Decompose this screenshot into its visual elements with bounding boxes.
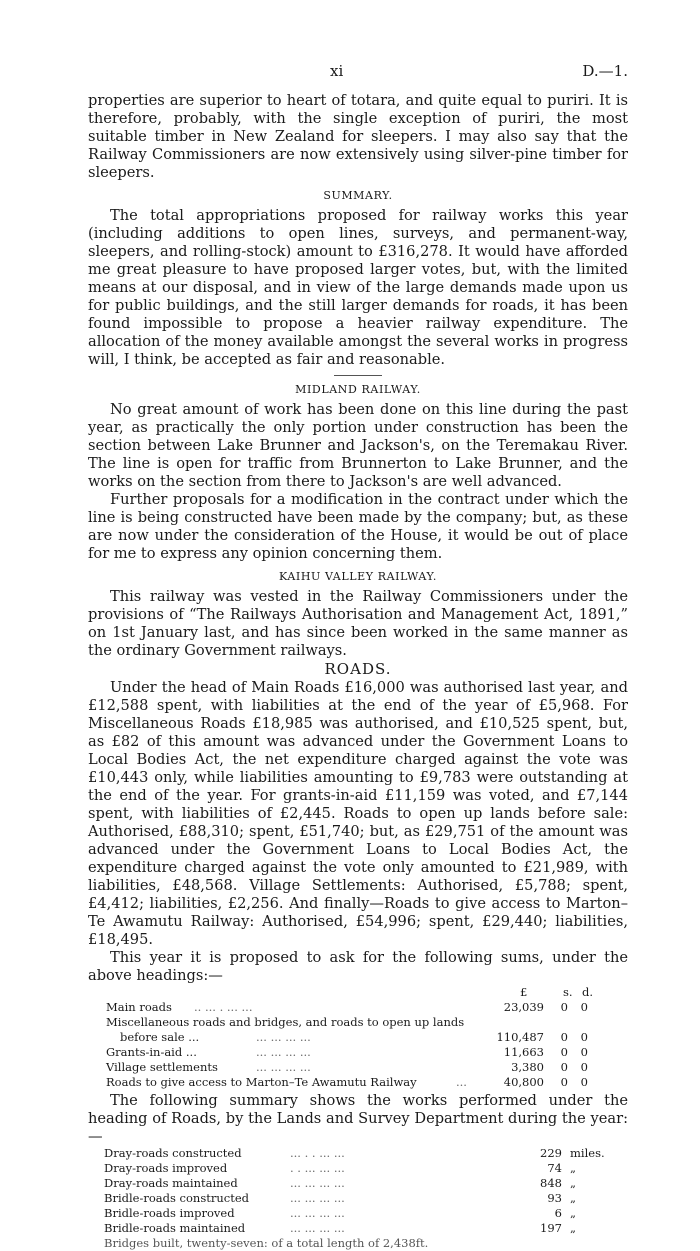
shillings-value: 0 — [560, 1075, 568, 1089]
row-unit: „ — [570, 1206, 576, 1220]
row-unit: „ — [570, 1221, 576, 1235]
leader-dots: ... . . ... ... — [290, 1146, 345, 1160]
section-divider — [334, 375, 382, 376]
row-unit: „ — [570, 1176, 576, 1190]
row-label: Grants-in-aid ... — [106, 1045, 197, 1059]
row-value: 93 — [547, 1191, 562, 1205]
row-label: Bridle-roads improved — [104, 1206, 235, 1220]
paragraph-roads: Under the head of Main Roads £16,000 was authorised last year, and £12,588 spent, with liabilities at the end of the year of £5,968. For Miscellaneous Roads £18,985 was authorised, and £10,525 spent, but, as £82 of this amount was advanced under the Government Loans to Local Bodies Act, the net expenditure charged against the vote was £10,443 only, while liabilities amounting to £9,783 were outstanding at the end of the year. For grants-in-aid £11,159 was voted, and £7,144 spent, with liabilities of £2,445. Roads to open up lands before sale: Authorised, £88,310; spent, £51,740; but, as £29,751 of the amount was advanced under the Government Loans to Local Bodies Act, the expenditure charged against the vote only amounted to £21,989, with liabilities, £48,568. Village Settlements: Authorised, £5,788; spent, £4,412; liabilities, £2,256. And finally—Roads to give access to Marton–Te Awamutu Railway: Authorised, £54,996; spent, £29,440; liabilities, £18,495. — [88, 679, 628, 948]
leader-dots: .. ... . ... ... — [194, 1000, 253, 1014]
pounds-value: 40,800 — [503, 1075, 544, 1089]
kaihu-valley-heading: KAIHU VALLEY RAILWAY. — [278, 570, 438, 583]
pence-value: 0 — [580, 1045, 588, 1059]
row-label: Main roads — [106, 1000, 172, 1014]
leader-dots: ... — [456, 1075, 467, 1089]
leader-dots: ... ... ... ... — [256, 1060, 311, 1074]
pence-value: 0 — [580, 1030, 588, 1044]
shillings-value: 0 — [560, 1060, 568, 1074]
paragraph-proposed-sums: This year it is proposed to ask for the following sums, under the above headings:— — [88, 949, 628, 984]
row-label: Bridle-roads constructed — [104, 1191, 249, 1205]
paragraph-works-summary: The following summary shows the works performed under the heading of Roads, by the Lands and Survey Department during the year:— — [88, 1092, 628, 1145]
row-label: Dray-roads improved — [104, 1161, 228, 1175]
pounds-value: 23,039 — [503, 1000, 544, 1014]
pounds-value: 110,487 — [496, 1030, 544, 1044]
row-value: 848 — [540, 1176, 562, 1190]
table-row — [104, 1206, 614, 1221]
pence-value: 0 — [580, 1000, 588, 1014]
proposed-sums-table — [106, 985, 611, 1090]
pence-value: 0 — [580, 1060, 588, 1074]
currency-header-row — [106, 985, 611, 1000]
pence-column-header: d. — [582, 985, 594, 999]
row-value: 6 — [554, 1206, 562, 1220]
document-body — [88, 92, 628, 1251]
row-label: Dray-roads maintained — [104, 1176, 238, 1190]
row-label: Bridle-roads maintained — [104, 1221, 246, 1235]
page-number: xi — [330, 62, 344, 80]
table-row — [106, 1015, 611, 1030]
page-header — [0, 62, 700, 82]
table-row — [104, 1176, 614, 1191]
row-unit: miles. — [570, 1146, 605, 1160]
row-label: Roads to give access to Marton–Te Awamutu Railway — [106, 1075, 417, 1089]
row-value: 229 — [540, 1146, 562, 1160]
pounds-value: 11,663 — [503, 1045, 544, 1059]
table-row — [104, 1146, 614, 1161]
paragraph-summary: The total appropriations proposed for railway works this year (including additions to open lines, surveys, and permanent-way, sleepers, and rolling-stock) amount to £316,278. It would have afforded me great pleasure to have proposed larger votes, but, with the limited means at our disposal, and in view of the large demands made upon us for public buildings, and the still larger demands for roads, it has been found impossible to propose a heavier railway expenditure. The allocation of the money available amongst the several works in progress will, I think, be accepted as fair and reasonable. — [88, 207, 628, 368]
roads-heading: ROADS. — [324, 660, 392, 678]
row-unit: „ — [570, 1161, 576, 1175]
row-value: 74 — [547, 1161, 562, 1175]
paragraph-timber: properties are superior to heart of totara, and quite equal to puriri. It is therefore, probably, with the single exception of puriri, the most suitable timber in New Zealand for sleepers. I may also say that the Railway Commissioners are now extensively using silver-pine timber for sleepers. — [88, 92, 628, 181]
paragraph-kaihu: This railway was vested in the Railway Commissioners under the provisions of “The Railways Authorisation and Management Act, 1891,” on 1st January last, and has since been worked in the same manner as the ordinary Government railways. — [88, 588, 628, 659]
row-value: 197 — [540, 1221, 562, 1235]
leader-dots: ... ... ... ... — [290, 1206, 345, 1220]
shillings-value: 0 — [560, 1045, 568, 1059]
table-row — [106, 1060, 611, 1075]
table-row — [104, 1161, 614, 1176]
leader-dots: ... ... ... ... — [256, 1030, 311, 1044]
summary-heading: SUMMARY. — [323, 189, 393, 202]
pounds-column-header: £ — [520, 985, 528, 999]
paragraph-midland-2: Further proposals for a modification in the contract under which the line is being constructed have been made by the company; but, as these are now under the consideration of the House, it would be out of place for me to express any opinion concerning them. — [88, 491, 628, 562]
leader-dots: ... ... ... ... — [290, 1191, 345, 1205]
row-label: before sale ... — [120, 1030, 200, 1044]
shillings-value: 0 — [560, 1000, 568, 1014]
leader-dots: ... ... ... ... — [290, 1176, 345, 1190]
table-row — [104, 1221, 614, 1236]
works-summary-table — [104, 1146, 614, 1236]
document-reference: D.—1. — [582, 62, 628, 80]
leader-dots: . . ... ... ... — [290, 1161, 345, 1175]
pounds-value: 3,380 — [511, 1060, 544, 1074]
row-label: Dray-roads constructed — [104, 1146, 242, 1160]
midland-railway-heading: MIDLAND RAILWAY. — [295, 383, 421, 396]
shillings-value: 0 — [560, 1030, 568, 1044]
row-unit: „ — [570, 1191, 576, 1205]
row-label: Miscellaneous roads and bridges, and roads to open up lands — [106, 1015, 465, 1029]
table-row — [106, 1045, 611, 1060]
leader-dots: ... ... ... ... — [290, 1221, 345, 1235]
table-row — [106, 1030, 611, 1045]
table-row — [106, 1000, 611, 1015]
table-row — [106, 1075, 611, 1090]
shillings-column-header: s. — [563, 985, 573, 999]
leader-dots: ... ... ... ... — [256, 1045, 311, 1059]
bridges-built-line: Bridges built, twenty-seven: of a total length of 2,438ft. — [104, 1236, 429, 1250]
table-row — [104, 1191, 614, 1206]
paragraph-midland-1: No great amount of work has been done on this line during the past year, as practically the only portion under construction has been the section between Lake Brunner and Jackson's, on the Teremakau River. The line is open for traffic from Brunnerton to Lake Brunner, and the works on the section from there to Jackson's are well advanced. — [88, 401, 628, 490]
pence-value: 0 — [580, 1075, 588, 1089]
row-label: Village settlements — [106, 1060, 218, 1074]
